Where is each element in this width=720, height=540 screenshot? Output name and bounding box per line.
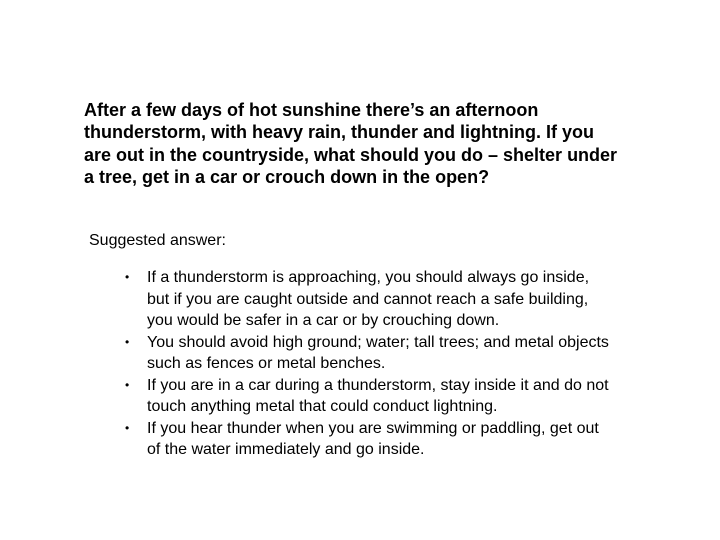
list-item bbox=[125, 418, 615, 461]
bullet-icon: • bbox=[125, 420, 130, 435]
answer-text: You should avoid high ground; water; tall trees; and metal objects such as fences or metal benches. bbox=[147, 333, 609, 372]
answer-text: If you are in a car during a thunderstorm, stay inside it and do not touch anything metal that could conduct lightning. bbox=[147, 376, 609, 415]
answer-text: If a thunderstorm is approaching, you should always go inside, but if you are caught outside and cannot reach a safe building, you would be safer in a car or by crouching down. bbox=[147, 269, 590, 329]
list-item bbox=[125, 375, 615, 418]
list-item bbox=[125, 267, 615, 332]
question-text: After a few days of hot sunshine there’s an afternoon thunderstorm, with heavy rain, thunder and lightning. If you are out in the countryside, what should you do – shelter under a tree, get in a car or crouch down in the open? bbox=[84, 100, 618, 188]
bullet-icon: • bbox=[125, 334, 130, 349]
answer-text: If you hear thunder when you are swimming or paddling, get out of the water immediately and go inside. bbox=[147, 419, 599, 458]
list-item bbox=[125, 332, 615, 375]
answer-label: Suggested answer: bbox=[89, 232, 226, 249]
bullet-icon: • bbox=[125, 270, 130, 284]
bullet-icon: • bbox=[125, 377, 130, 392]
answer-list bbox=[125, 267, 615, 461]
